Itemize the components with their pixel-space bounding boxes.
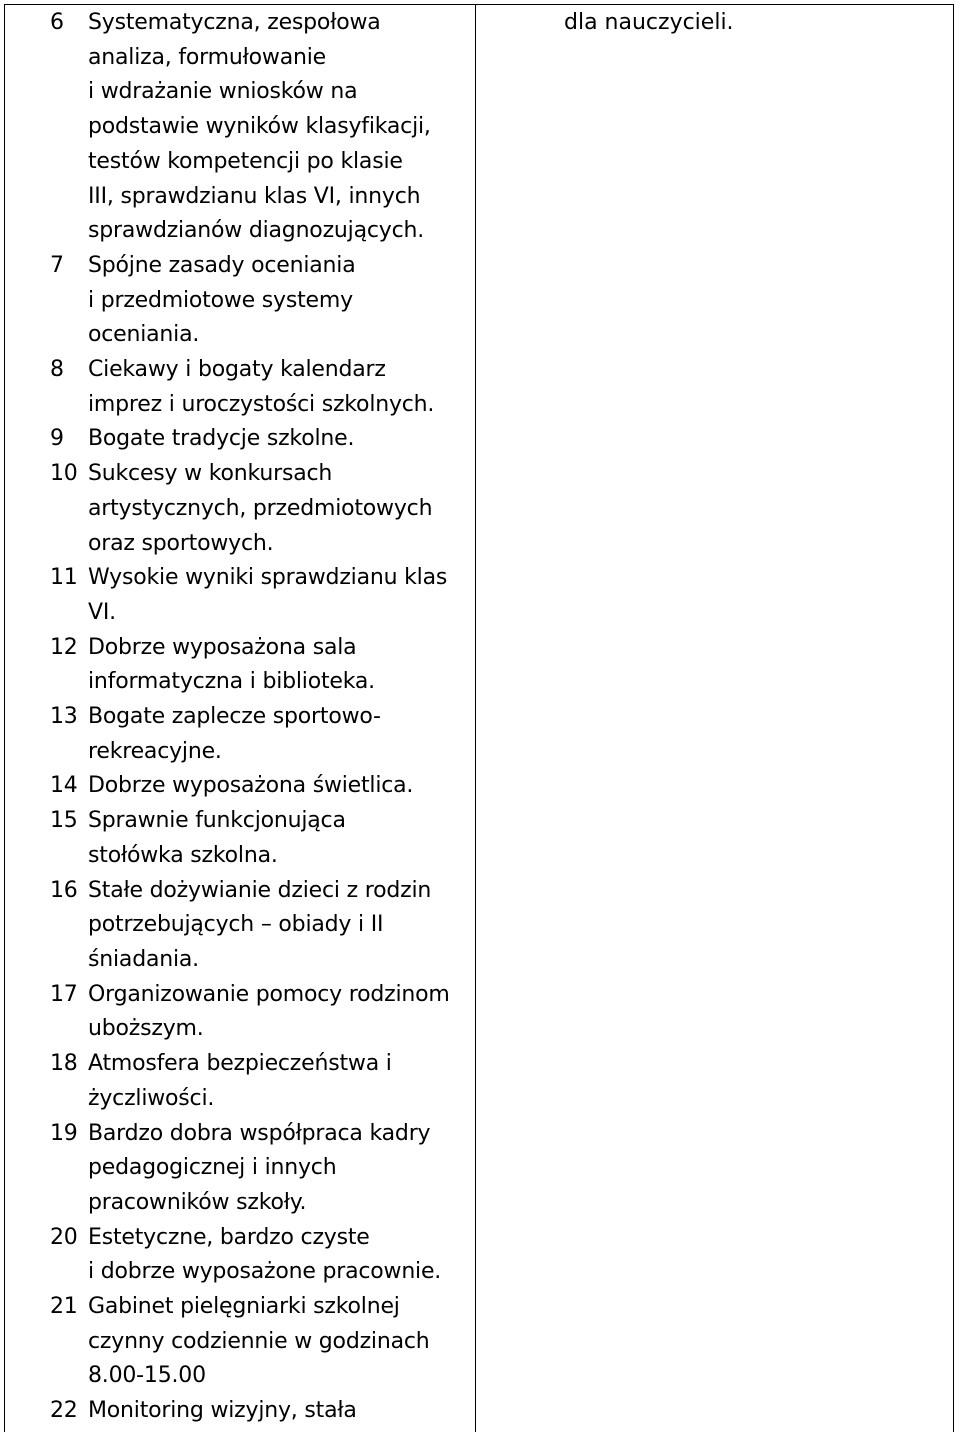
item-number: 12 bbox=[50, 634, 78, 660]
list-item-21 bbox=[50, 1290, 470, 1394]
item-text: Sukcesy w konkursach artystycznych, przedmiotowych oraz sportowych. bbox=[88, 461, 433, 556]
item-text: Wysokie wyniki sprawdzianu klas VI. bbox=[88, 565, 448, 625]
item-text: Bogate zaplecze sportowo- rekreacyjne. bbox=[88, 704, 381, 764]
list-item-9 bbox=[50, 422, 470, 457]
right-column-text: dla nauczycieli. bbox=[564, 10, 734, 35]
item-number: 18 bbox=[50, 1051, 78, 1077]
item-text: Dobrze wyposażona świetlica. bbox=[88, 773, 414, 799]
list-item-14 bbox=[50, 769, 470, 804]
item-number: 15 bbox=[50, 808, 78, 834]
item-number: 14 bbox=[50, 773, 78, 799]
list-item-15 bbox=[50, 804, 470, 873]
list-item-7 bbox=[50, 249, 470, 353]
item-number: 17 bbox=[50, 981, 78, 1007]
item-text: Monitoring wizyjny, stała bbox=[88, 1398, 357, 1424]
item-number: 6 bbox=[50, 10, 64, 35]
item-text: Organizowanie pomocy rodzinom uboższym. bbox=[88, 981, 450, 1042]
item-number: 21 bbox=[50, 1294, 78, 1320]
list-item-19 bbox=[50, 1117, 470, 1221]
list-item-11 bbox=[50, 561, 470, 630]
item-number: 13 bbox=[50, 704, 78, 730]
list-item-16 bbox=[50, 874, 470, 978]
item-text: Ciekawy i bogaty kalendarz imprez i uroczystości szkolnych. bbox=[88, 357, 435, 417]
item-text: Gabinet pielęgniarki szkolnej czynny codziennie w godzinach 8.00-15.00 bbox=[88, 1294, 430, 1389]
list-item-12 bbox=[50, 631, 470, 700]
list-item-13 bbox=[50, 700, 470, 769]
list-item-17 bbox=[50, 978, 470, 1047]
item-text: Dobrze wyposażona sala informatyczna i biblioteka. bbox=[88, 634, 375, 695]
item-number: 10 bbox=[50, 461, 78, 487]
item-number: 11 bbox=[50, 565, 78, 591]
strengths-list bbox=[50, 6, 470, 1429]
list-item-6 bbox=[50, 6, 470, 249]
item-number: 22 bbox=[50, 1398, 78, 1424]
list-item-18 bbox=[50, 1047, 470, 1116]
item-number: 8 bbox=[50, 357, 64, 383]
list-item-20 bbox=[50, 1221, 470, 1290]
item-text: Bardzo dobra współpraca kadry pedagogicznej i innych pracowników szkoły. bbox=[88, 1120, 431, 1215]
list-item-8 bbox=[50, 353, 470, 422]
column-divider bbox=[475, 4, 476, 1432]
item-number: 9 bbox=[50, 426, 64, 452]
item-text: Estetyczne, bardzo czyste i dobrze wyposażone pracownie. bbox=[88, 1224, 442, 1285]
item-number: 7 bbox=[50, 252, 64, 278]
item-text: Atmosfera bezpieczeństwa i życzliwości. bbox=[88, 1051, 392, 1111]
item-text: Bogate tradycje szkolne. bbox=[88, 426, 355, 452]
list-item-10 bbox=[50, 457, 470, 561]
item-number: 20 bbox=[50, 1224, 78, 1250]
item-text: Stałe dożywianie dzieci z rodzin potrzebujących – obiady i II śniadania. bbox=[88, 877, 432, 972]
item-number: 19 bbox=[50, 1120, 78, 1146]
item-text: Systematyczna, zespołowa analiza, formułowanie i wdrażanie wniosków na podstawie wyników klasyfikacji, testów kompetencji po klasie III, sprawdzianu klas VI, innych sprawdzianów diagnozujących. bbox=[88, 10, 431, 244]
item-number: 16 bbox=[50, 877, 78, 903]
list-item-22 bbox=[50, 1394, 470, 1429]
item-text: Sprawnie funkcjonująca stołówka szkolna. bbox=[88, 808, 346, 868]
item-text: Spójne zasady oceniania i przedmiotowe systemy oceniania. bbox=[88, 252, 356, 348]
